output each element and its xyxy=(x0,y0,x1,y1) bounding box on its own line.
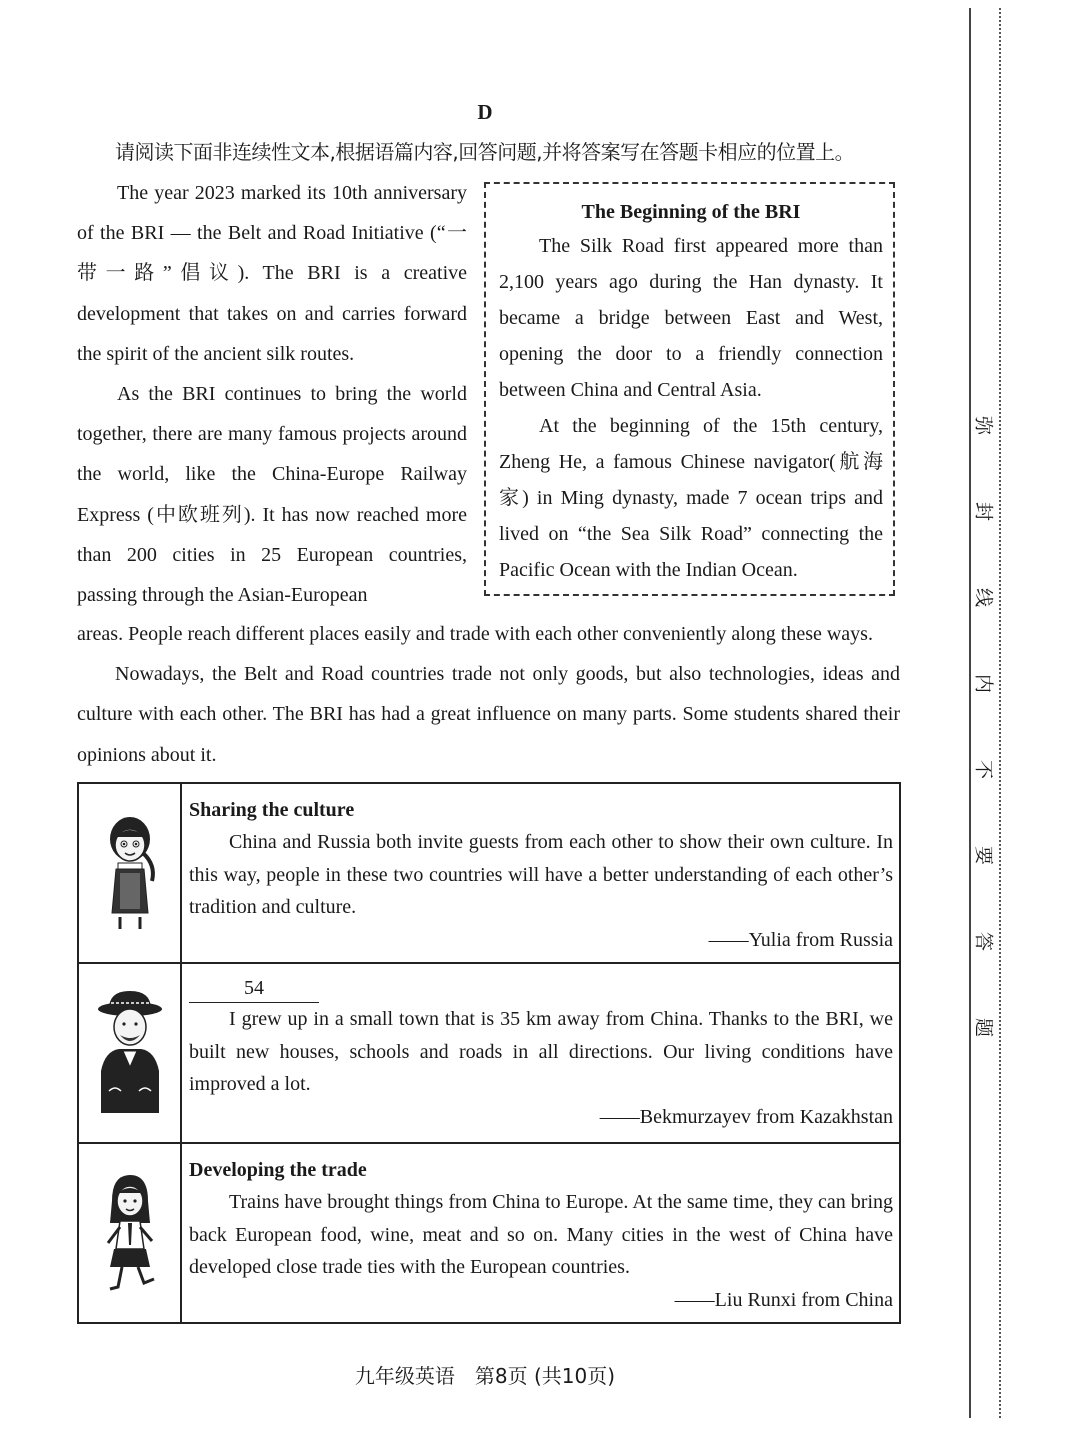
binding-char: 封 xyxy=(972,501,999,523)
opinion-text-cell xyxy=(181,1143,900,1323)
main-text xyxy=(77,614,900,775)
page-footer: 九年级英语 第8页 (共10页) xyxy=(354,1364,616,1388)
binding-char: 题 xyxy=(972,1017,999,1039)
girl-china-icon xyxy=(98,1171,162,1295)
box-title: The Beginning of the BRI xyxy=(581,201,801,223)
girl-russia-icon xyxy=(98,813,162,933)
binding-char: 不 xyxy=(972,759,999,781)
opinion-body: China and Russia both invite guests from each other to show their own culture. In this way, people in these two countries will have a better understanding of each other’s tradition and culture. xyxy=(189,831,893,918)
binding-char: 弥 xyxy=(972,415,999,437)
binding-char: 答 xyxy=(972,931,999,953)
opinion-title: Sharing the culture xyxy=(189,799,355,821)
avatar-cell xyxy=(78,783,181,963)
reading-instruction: 请阅读下面非连续性文本,根据语篇内容,回答问题,并将答案写在答题卡相应的位置上。 xyxy=(115,140,855,164)
intro-paragraph-2: As the BRI continues to bring the world together, there are many famous projects around the world, like the China-Europe Railway Express (中欧班列). It has now reached more than 200 cities in 25 European countries, passing through the Asian-European xyxy=(77,383,467,607)
binding-char: 内 xyxy=(972,673,999,695)
man-kazakhstan-icon xyxy=(95,991,165,1115)
answer-blank[interactable] xyxy=(189,974,893,1003)
opinions-table xyxy=(77,782,901,1324)
binding-label xyxy=(966,0,1002,1445)
opinion-body: I grew up in a small town that is 35 km away from China. Thanks to the BRI, we built new houses, schools and roads in all directions. Our living conditions have improved a lot. xyxy=(189,1008,893,1095)
opinion-signature: ——Liu Runxi from China xyxy=(674,1288,893,1311)
binding-char: 线 xyxy=(972,587,999,609)
intro-paragraph-1: The year 2023 marked its 10th anniversary of the BRI — the Belt and Road Initiative (“一带一路”倡议). The BRI is a creative development that takes on and carries forward the spirit of the ancient silk routes. xyxy=(77,182,467,365)
bri-history-box xyxy=(484,182,895,596)
opinion-signature: ——Yulia from Russia xyxy=(708,928,893,951)
opinion-title: Developing the trade xyxy=(189,1159,367,1181)
section-letter: D xyxy=(477,100,493,124)
opinion-text-cell xyxy=(181,963,900,1143)
avatar-cell xyxy=(78,1143,181,1323)
opinion-row xyxy=(78,963,900,1143)
blank-number: 54 xyxy=(189,974,319,1003)
opinion-body: Trains have brought things from China to Europe. At the same time, they can bring back European food, wine, meat and so on. Many cities in the west of China have developed close trade ties with the European countries. xyxy=(189,1191,893,1278)
opinion-text-cell xyxy=(181,783,900,963)
continuation-text: areas. People reach different places easily and trade with each other conveniently along these ways. xyxy=(77,623,873,645)
box-paragraph-1: The Silk Road first appeared more than 2,100 years ago during the Han dynasty. It became a bridge between East and West, opening the door to a friendly connection between China and Central Asia. xyxy=(499,235,883,401)
box-paragraph-2: At the beginning of the 15th century, Zheng He, a famous Chinese navigator(航海家) in Ming dynasty, made 7 ocean trips and lived on “the Sea Silk Road” connecting the Pacific Ocean with the Indian Ocean. xyxy=(499,415,883,581)
binding-char: 要 xyxy=(972,845,999,867)
binding-margin xyxy=(966,0,1002,1445)
opinion-row xyxy=(78,783,900,963)
opinion-signature: ——Bekmurzayev from Kazakhstan xyxy=(599,1105,893,1128)
paragraph-3: Nowadays, the Belt and Road countries trade not only goods, but also technologies, ideas and culture with each other. The BRI has had a great influence on many parts. Some students shared their opinions about it. xyxy=(77,663,900,766)
intro-text xyxy=(77,173,467,615)
opinion-row xyxy=(78,1143,900,1323)
avatar-cell xyxy=(78,963,181,1143)
